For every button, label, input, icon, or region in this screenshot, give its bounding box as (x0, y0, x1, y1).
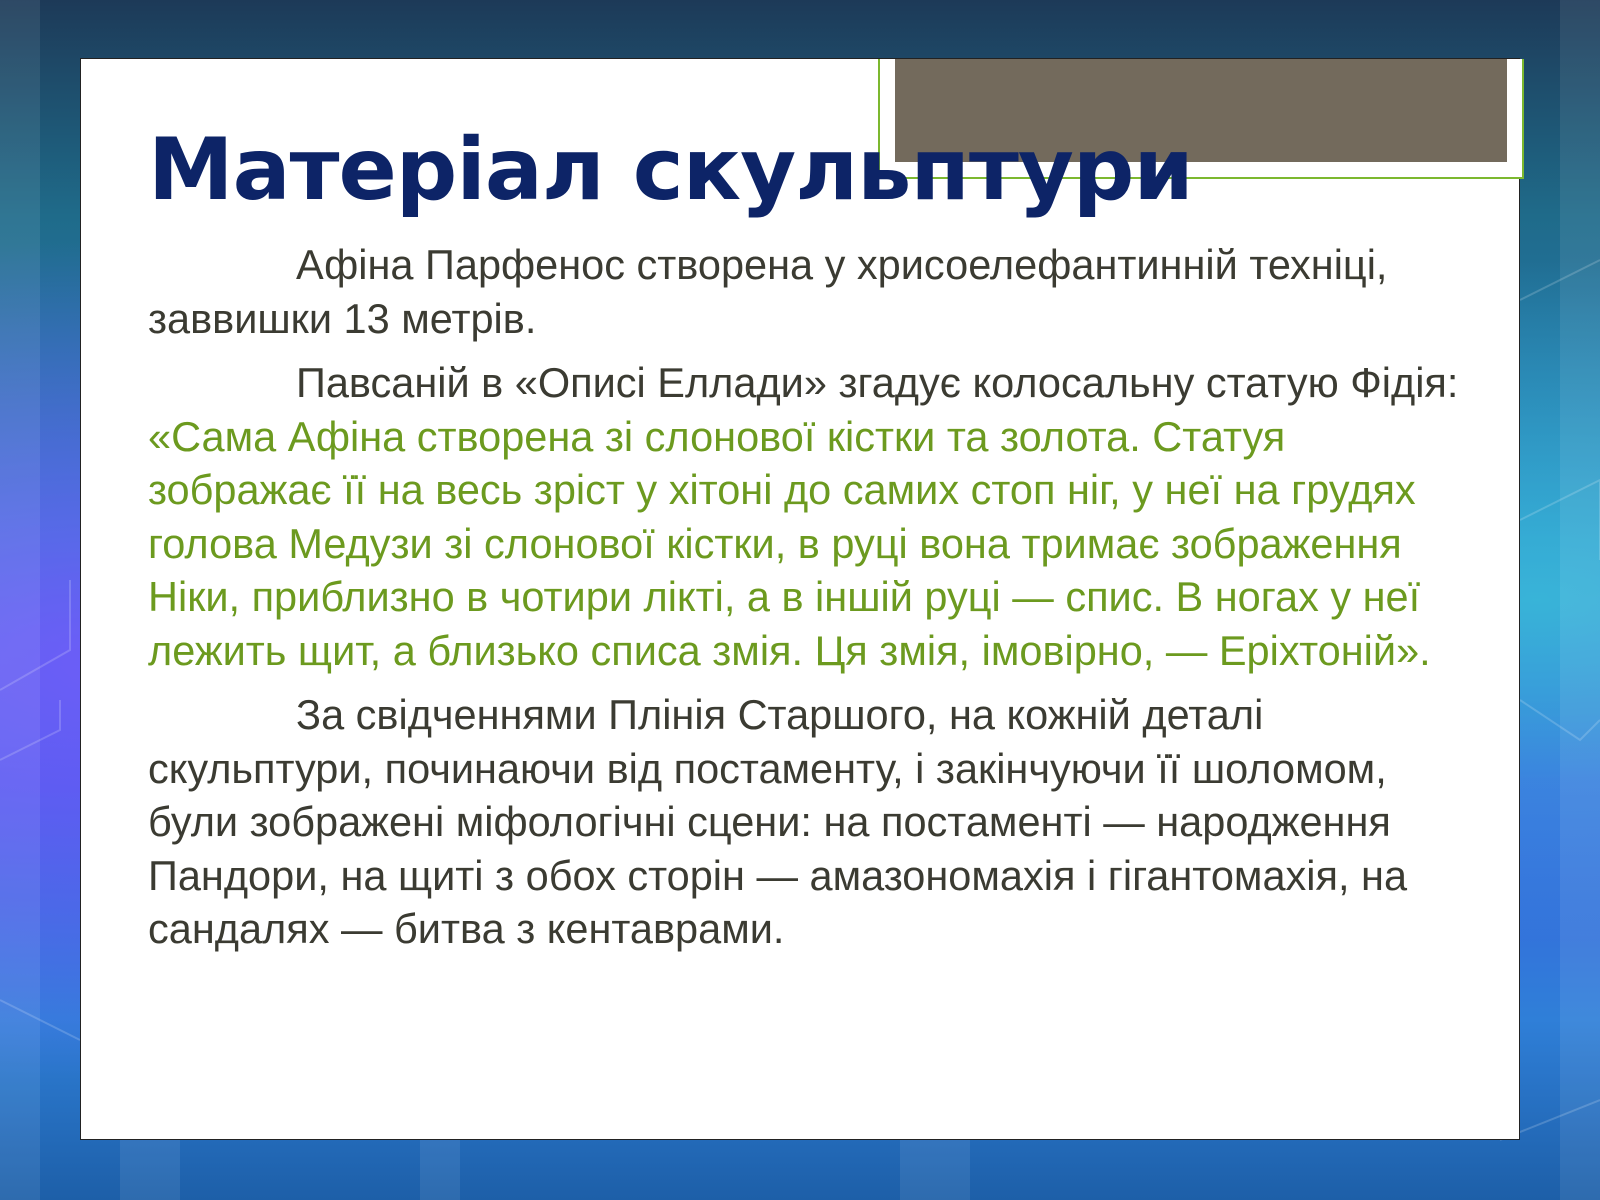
paragraph-1 (148, 238, 1478, 345)
paragraph-1-text: Афіна Парфенос створена у хрисоелефантинній техніці, заввишки 13 метрів. (148, 241, 1388, 342)
paragraph-3-text: За свідченнями Плінія Старшого, на кожній деталі скульптури, починаючи від постаменту, і закінчуючи її шоломом, були зображені міфологічні сцени: на постаменті — народження Пандори, на щиті з обох сторін — амазономахія і гігантомахія, на сандалях — битва з кентаврами. (148, 691, 1408, 952)
pausanias-quote: «Сама Афіна створена зі слонової кістки та золота. Статуя зображає її на весь зріст у хітоні до самих стоп ніг, у неї на грудях голова Медузи зі слонової кістки, в руці вона тримає зображення Ніки, приблизно в чотири лікті, а в іншій руці — спис. В ногах у неї лежить щит, а близько списа змія. Ця змія, імовірно, — Еріхтоній». (148, 412, 1431, 674)
slide-body (148, 238, 1478, 967)
paragraph-3 (148, 688, 1478, 956)
paragraph-2-text: Павсаній в «Описі Еллади» згадує колосальну статую Фідія: (296, 359, 1459, 406)
slide-title: Матеріал скульптури (148, 120, 1193, 220)
paragraph-2 (148, 356, 1478, 677)
